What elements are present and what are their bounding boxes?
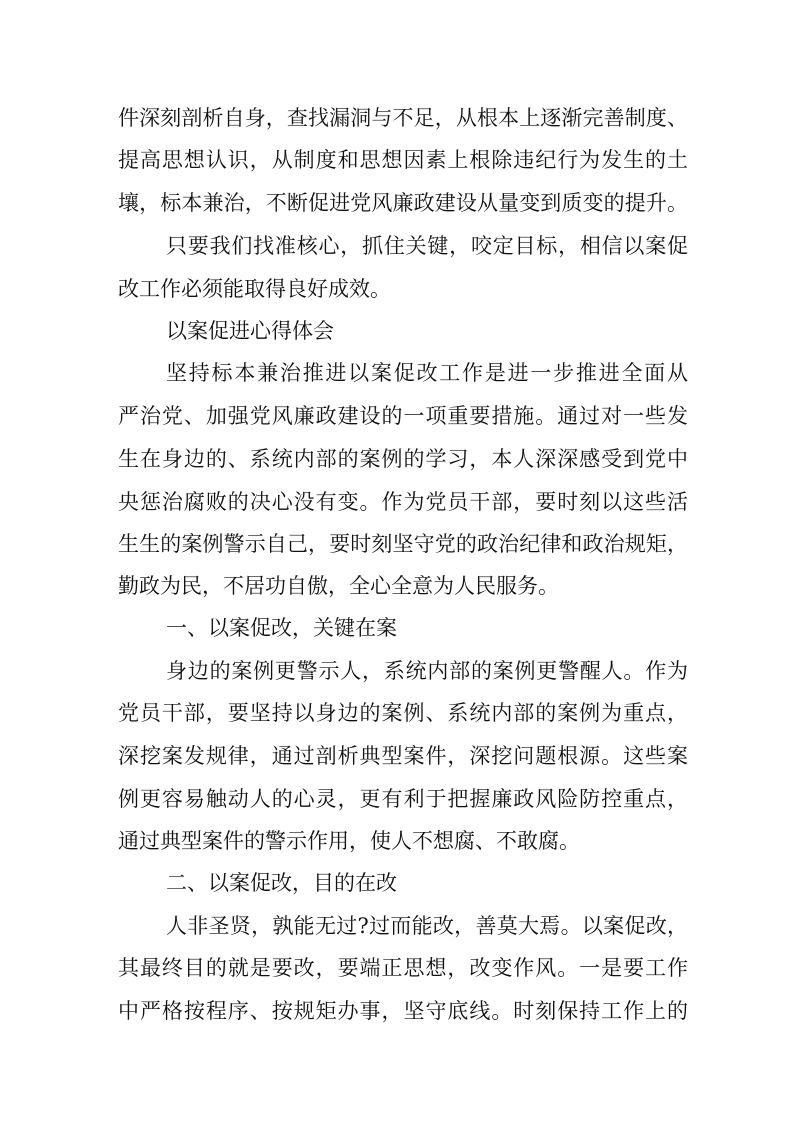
section-heading: 一、以案促改，关键在案 <box>166 616 397 640</box>
paragraph-line: 只要我们找准核心，抓住关键，咬定目标，相信以案促 <box>166 234 688 258</box>
section-heading: 以案促进心得体会 <box>166 319 334 343</box>
paragraph-line: 勤政为民，不居功自傲，全心全意为人民服务。 <box>118 574 559 598</box>
paragraph-line: 提高思想认识，从制度和思想因素上根除违纪行为发生的土 <box>118 148 688 172</box>
paragraph-line: 深挖案发规律，通过剖析典型案件，深挖问题根源。这些案 <box>118 744 688 768</box>
paragraph-line: 生在身边的、系统内部的案例的学习，本人深深感受到党中 <box>118 447 688 471</box>
paragraph-line: 党员干部，要坚持以身边的案例、系统内部的案例为重点， <box>118 701 688 725</box>
paragraph-line: 件深刻剖析自身，查找漏洞与不足，从根本上逐渐完善制度、 <box>118 106 688 130</box>
paragraph-line: 壤，标本兼治，不断促进党风廉政建设从量变到质变的提升。 <box>118 191 688 215</box>
paragraph-line: 身边的案例更警示人，系统内部的案例更警醒人。作为 <box>166 659 688 683</box>
paragraph-line: 通过典型案件的警示作用，使人不想腐、不敢腐。 <box>118 829 580 853</box>
paragraph-line: 其最终目的就是要改，要端正思想，改变作风。一是要工作 <box>118 956 688 980</box>
paragraph-line: 人非圣贤，孰能无过?过而能改，善莫大焉。以案促改， <box>166 914 688 938</box>
paragraph-line: 改工作必须能取得良好成效。 <box>118 277 391 301</box>
paragraph-line: 严治党、加强党风廉政建设的一项重要措施。通过对一些发 <box>118 404 688 428</box>
paragraph-line: 坚持标本兼治推进以案促改工作是进一步推进全面从 <box>166 361 688 385</box>
paragraph-line: 央惩治腐败的决心没有变。作为党员干部，要时刻以这些活 <box>118 490 688 514</box>
paragraph-line: 生生的案例警示自己，要时刻坚守党的政治纪律和政治规矩， <box>118 532 688 556</box>
paragraph-line: 例更容易触动人的心灵，更有利于把握廉政风险防控重点， <box>118 787 688 811</box>
section-heading: 二、以案促改，目的在改 <box>166 871 397 895</box>
paragraph-line: 中严格按程序、按规矩办事，坚守底线。时刻保持工作上的 <box>118 999 688 1023</box>
